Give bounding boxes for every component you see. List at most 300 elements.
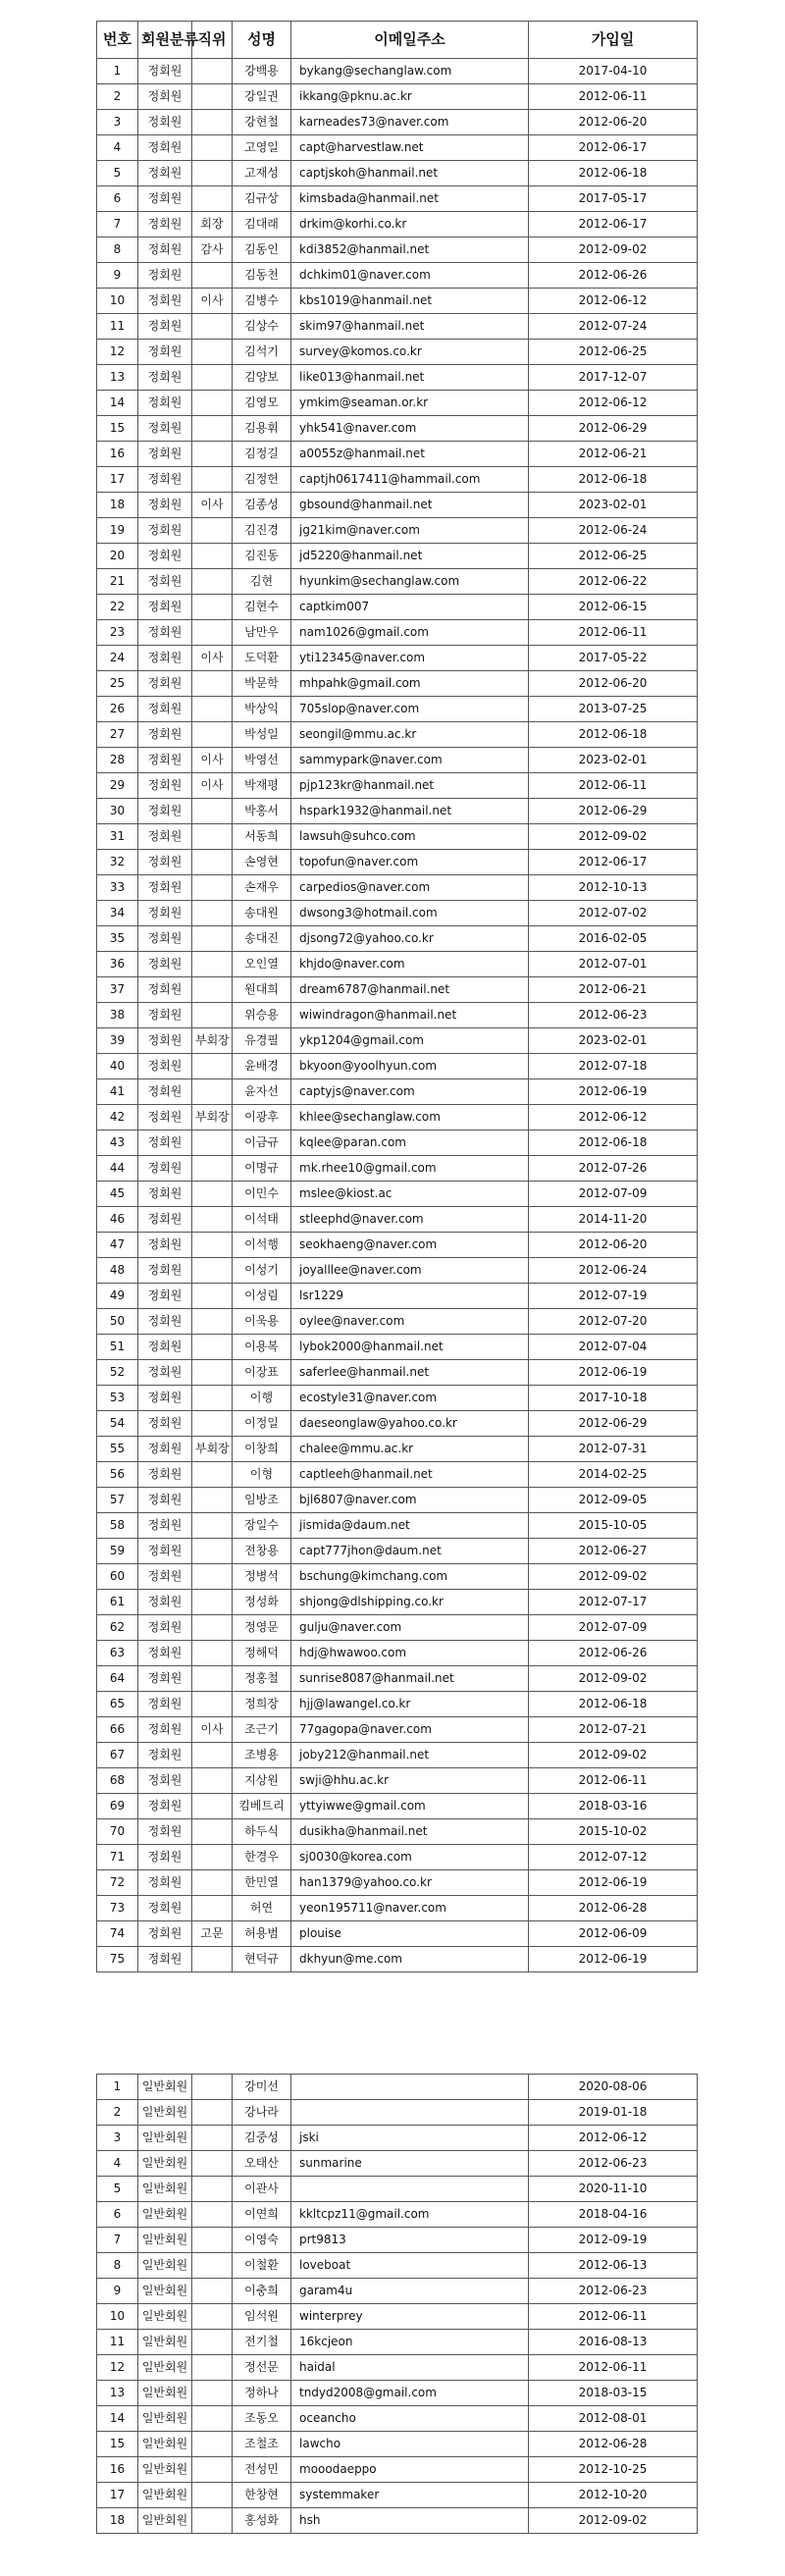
- cell-number: 34: [97, 901, 138, 926]
- cell-join-date: 2012-06-28: [529, 2432, 698, 2457]
- table-row: [97, 1462, 698, 1488]
- cell-name: 이명규: [233, 1156, 291, 1182]
- cell-member-type: 정회원: [138, 1284, 192, 1309]
- cell-number: 49: [97, 1284, 138, 1309]
- cell-number: 2: [97, 2100, 138, 2126]
- cell-name: 이철환: [233, 2253, 291, 2279]
- cell-number: 9: [97, 263, 138, 289]
- cell-name: 허용범: [233, 1921, 291, 1947]
- cell-number: 66: [97, 1717, 138, 1743]
- table-row: [97, 1258, 698, 1284]
- cell-member-type: 정회원: [138, 1666, 192, 1692]
- cell-member-type: 정회원: [138, 1028, 192, 1054]
- table-row: [97, 2355, 698, 2381]
- cell-member-type: 정회원: [138, 1947, 192, 1972]
- cell-member-type: 정회원: [138, 1615, 192, 1641]
- cell-join-date: 2012-06-26: [529, 1641, 698, 1666]
- cell-join-date: 2012-07-01: [529, 952, 698, 977]
- cell-email: mk.rhee10@gmail.com: [291, 1156, 529, 1182]
- cell-number: 11: [97, 314, 138, 340]
- table-row: [97, 1411, 698, 1437]
- cell-name: 이용복: [233, 1335, 291, 1360]
- cell-join-date: 2012-06-17: [529, 135, 698, 161]
- cell-position: 부회장: [192, 1028, 233, 1054]
- cell-name: 하두식: [233, 1819, 291, 1845]
- table-row: [97, 2432, 698, 2457]
- cell-number: 75: [97, 1947, 138, 1972]
- cell-number: 3: [97, 110, 138, 135]
- table-row: [97, 2304, 698, 2330]
- cell-name: 송대원: [233, 901, 291, 926]
- cell-name: 박재평: [233, 773, 291, 799]
- cell-number: 42: [97, 1105, 138, 1130]
- cell-join-date: 2012-06-09: [529, 1921, 698, 1947]
- cell-name: 윤배경: [233, 1054, 291, 1079]
- cell-position: [192, 671, 233, 697]
- cell-member-type: 정회원: [138, 1819, 192, 1845]
- cell-number: 39: [97, 1028, 138, 1054]
- cell-email: lawcho: [291, 2432, 529, 2457]
- table-row: [97, 212, 698, 237]
- cell-position: [192, 2151, 233, 2177]
- cell-position: [192, 1794, 233, 1819]
- table-row: [97, 2202, 698, 2228]
- cell-position: [192, 2355, 233, 2381]
- cell-position: [192, 340, 233, 365]
- cell-join-date: 2014-11-20: [529, 1207, 698, 1233]
- cell-name: 정병석: [233, 1564, 291, 1590]
- cell-join-date: 2012-07-31: [529, 1437, 698, 1462]
- cell-email: captjskoh@hanmail.net: [291, 161, 529, 186]
- table-row: [97, 1513, 698, 1539]
- cell-join-date: 2016-08-13: [529, 2330, 698, 2355]
- cell-number: 13: [97, 365, 138, 391]
- cell-position: [192, 2432, 233, 2457]
- cell-join-date: 2017-05-17: [529, 186, 698, 212]
- cell-email: wiwindragon@hanmail.net: [291, 1003, 529, 1028]
- table-row: [97, 926, 698, 952]
- cell-email: sammypark@naver.com: [291, 748, 529, 773]
- cell-email: dwsong3@hotmail.com: [291, 901, 529, 926]
- cell-email: kbs1019@hanmail.net: [291, 289, 529, 314]
- cell-member-type: 일반회원: [138, 2406, 192, 2432]
- cell-member-type: 정회원: [138, 1717, 192, 1743]
- cell-email: sunmarine: [291, 2151, 529, 2177]
- cell-number: 54: [97, 1411, 138, 1437]
- cell-name: 정영문: [233, 1615, 291, 1641]
- cell-number: 12: [97, 340, 138, 365]
- cell-join-date: 2012-06-25: [529, 340, 698, 365]
- cell-email: dusikha@hanmail.net: [291, 1819, 529, 1845]
- cell-number: 19: [97, 518, 138, 544]
- table-row: [97, 518, 698, 544]
- cell-position: [192, 1870, 233, 1896]
- table-row: [97, 1028, 698, 1054]
- cell-join-date: 2012-07-09: [529, 1615, 698, 1641]
- table-row: [97, 186, 698, 212]
- cell-member-type: 정회원: [138, 1156, 192, 1182]
- table-row: [97, 1335, 698, 1360]
- cell-join-date: 2017-05-22: [529, 646, 698, 671]
- table-row: [97, 850, 698, 875]
- cell-position: [192, 186, 233, 212]
- cell-join-date: 2012-07-26: [529, 1156, 698, 1182]
- cell-email: plouise: [291, 1921, 529, 1947]
- cell-name: 강일권: [233, 84, 291, 110]
- cell-member-type: 일반회원: [138, 2126, 192, 2151]
- cell-position: [192, 569, 233, 595]
- cell-position: [192, 161, 233, 186]
- table-row: [97, 263, 698, 289]
- cell-member-type: 정회원: [138, 1462, 192, 1488]
- cell-email: karneades73@naver.com: [291, 110, 529, 135]
- cell-member-type: 정회원: [138, 1258, 192, 1284]
- cell-email: dchkim01@naver.com: [291, 263, 529, 289]
- cell-position: [192, 952, 233, 977]
- cell-join-date: 2012-06-26: [529, 263, 698, 289]
- cell-email: hyunkim@sechanglaw.com: [291, 569, 529, 595]
- cell-join-date: 2012-06-23: [529, 2279, 698, 2304]
- cell-email: jismida@daum.net: [291, 1513, 529, 1539]
- cell-email: yti12345@naver.com: [291, 646, 529, 671]
- cell-position: [192, 518, 233, 544]
- cell-member-type: 정회원: [138, 237, 192, 263]
- cell-number: 38: [97, 1003, 138, 1028]
- cell-position: [192, 1641, 233, 1666]
- cell-position: [192, 2126, 233, 2151]
- header-number: 번호: [97, 22, 138, 59]
- cell-email: ymkim@seaman.or.kr: [291, 391, 529, 416]
- cell-member-type: 정회원: [138, 671, 192, 697]
- regular-member-rows: [97, 59, 698, 1972]
- cell-join-date: 2012-06-18: [529, 1692, 698, 1717]
- cell-name: 김중성: [233, 2126, 291, 2151]
- cell-position: [192, 799, 233, 824]
- cell-name: 김동천: [233, 263, 291, 289]
- cell-name: 김정길: [233, 442, 291, 467]
- table-row: [97, 1284, 698, 1309]
- cell-number: 53: [97, 1386, 138, 1411]
- cell-position: [192, 2508, 233, 2534]
- cell-email: bkyoon@yoolhyun.com: [291, 1054, 529, 1079]
- table-row: [97, 1870, 698, 1896]
- table-row: [97, 1692, 698, 1717]
- cell-email: han1379@yahoo.co.kr: [291, 1870, 529, 1896]
- cell-join-date: 2023-02-01: [529, 748, 698, 773]
- cell-email: daeseonglaw@yahoo.co.kr: [291, 1411, 529, 1437]
- cell-name: 정홍철: [233, 1666, 291, 1692]
- cell-member-type: 정회원: [138, 926, 192, 952]
- cell-position: [192, 595, 233, 620]
- cell-member-type: 정회원: [138, 1105, 192, 1130]
- cell-number: 41: [97, 1079, 138, 1105]
- table-row: [97, 595, 698, 620]
- cell-join-date: 2012-09-02: [529, 237, 698, 263]
- cell-member-type: 정회원: [138, 722, 192, 748]
- cell-name: 김양보: [233, 365, 291, 391]
- cell-name: 전창용: [233, 1539, 291, 1564]
- cell-name: 김진경: [233, 518, 291, 544]
- cell-join-date: 2012-06-28: [529, 1896, 698, 1921]
- table-row: [97, 1360, 698, 1386]
- cell-join-date: 2012-09-02: [529, 1564, 698, 1590]
- table-row: [97, 1743, 698, 1768]
- cell-email: lawsuh@suhco.com: [291, 824, 529, 850]
- cell-member-type: 정회원: [138, 773, 192, 799]
- table-row: [97, 1182, 698, 1207]
- cell-member-type: 정회원: [138, 365, 192, 391]
- cell-name: 정성화: [233, 1590, 291, 1615]
- cell-name: 김상수: [233, 314, 291, 340]
- table-row: [97, 1539, 698, 1564]
- cell-member-type: 일반회원: [138, 2202, 192, 2228]
- table-row: [97, 875, 698, 901]
- cell-member-type: 정회원: [138, 1641, 192, 1666]
- cell-number: 62: [97, 1615, 138, 1641]
- cell-position: 이사: [192, 773, 233, 799]
- cell-join-date: 2012-06-21: [529, 442, 698, 467]
- cell-email: carpedios@naver.com: [291, 875, 529, 901]
- cell-name: 이정일: [233, 1411, 291, 1437]
- table-row: [97, 365, 698, 391]
- cell-join-date: 2012-07-02: [529, 901, 698, 926]
- cell-position: [192, 2075, 233, 2100]
- table-row: [97, 2100, 698, 2126]
- cell-member-type: 정회원: [138, 391, 192, 416]
- cell-join-date: 2012-06-24: [529, 1258, 698, 1284]
- cell-member-type: 정회원: [138, 1233, 192, 1258]
- cell-email: 77gagopa@naver.com: [291, 1717, 529, 1743]
- cell-join-date: 2012-06-18: [529, 722, 698, 748]
- cell-email: swji@hhu.ac.kr: [291, 1768, 529, 1794]
- cell-position: [192, 1156, 233, 1182]
- cell-email: kqlee@paran.com: [291, 1130, 529, 1156]
- cell-name: 김정헌: [233, 467, 291, 493]
- cell-join-date: 2012-06-20: [529, 110, 698, 135]
- cell-member-type: 일반회원: [138, 2508, 192, 2534]
- cell-member-type: 정회원: [138, 1488, 192, 1513]
- table-row: [97, 1794, 698, 1819]
- cell-position: [192, 467, 233, 493]
- cell-email: bjl6807@naver.com: [291, 1488, 529, 1513]
- cell-member-type: 정회원: [138, 1539, 192, 1564]
- cell-name: 이욱용: [233, 1309, 291, 1335]
- cell-number: 20: [97, 544, 138, 569]
- cell-number: 2: [97, 84, 138, 110]
- cell-email: hjj@lawangel.co.kr: [291, 1692, 529, 1717]
- cell-member-type: 일반회원: [138, 2177, 192, 2202]
- cell-email: khjdo@naver.com: [291, 952, 529, 977]
- cell-number: 69: [97, 1794, 138, 1819]
- cell-position: [192, 1692, 233, 1717]
- cell-position: [192, 1896, 233, 1921]
- cell-number: 51: [97, 1335, 138, 1360]
- cell-position: 이사: [192, 1717, 233, 1743]
- cell-join-date: 2012-06-29: [529, 416, 698, 442]
- cell-member-type: 정회원: [138, 314, 192, 340]
- cell-position: [192, 2228, 233, 2253]
- cell-member-type: 정회원: [138, 1411, 192, 1437]
- cell-email: kdi3852@hanmail.net: [291, 237, 529, 263]
- table-row: [97, 2228, 698, 2253]
- cell-join-date: 2016-02-05: [529, 926, 698, 952]
- cell-join-date: 2012-06-29: [529, 1411, 698, 1437]
- cell-number: 17: [97, 467, 138, 493]
- cell-name: 임방조: [233, 1488, 291, 1513]
- cell-name: 김현: [233, 569, 291, 595]
- cell-email: shjong@dlshipping.co.kr: [291, 1590, 529, 1615]
- cell-member-type: 일반회원: [138, 2457, 192, 2483]
- table-row: [97, 59, 698, 84]
- cell-position: [192, 391, 233, 416]
- cell-email: pjp123kr@hanmail.net: [291, 773, 529, 799]
- cell-member-type: 정회원: [138, 1182, 192, 1207]
- cell-join-date: 2012-06-19: [529, 1870, 698, 1896]
- cell-member-type: 정회원: [138, 59, 192, 84]
- table-row: [97, 2457, 698, 2483]
- cell-number: 7: [97, 2228, 138, 2253]
- cell-number: 16: [97, 2457, 138, 2483]
- cell-number: 58: [97, 1513, 138, 1539]
- cell-number: 70: [97, 1819, 138, 1845]
- cell-position: [192, 1054, 233, 1079]
- cell-email: ikkang@pknu.ac.kr: [291, 84, 529, 110]
- cell-number: 30: [97, 799, 138, 824]
- table-row: [97, 620, 698, 646]
- table-row: [97, 1386, 698, 1411]
- table-row: [97, 1666, 698, 1692]
- cell-position: [192, 1079, 233, 1105]
- cell-number: 13: [97, 2381, 138, 2406]
- general-member-table: [96, 2074, 698, 2534]
- cell-email: bykang@sechanglaw.com: [291, 59, 529, 84]
- table-row: [97, 1615, 698, 1641]
- cell-name: 박홍서: [233, 799, 291, 824]
- cell-name: 이충희: [233, 2279, 291, 2304]
- cell-join-date: 2012-06-11: [529, 2304, 698, 2330]
- cell-member-type: 정회원: [138, 748, 192, 773]
- cell-email: khlee@sechanglaw.com: [291, 1105, 529, 1130]
- cell-name: 손재우: [233, 875, 291, 901]
- cell-position: [192, 1615, 233, 1641]
- cell-number: 55: [97, 1437, 138, 1462]
- cell-member-type: 정회원: [138, 1513, 192, 1539]
- cell-name: 한창현: [233, 2483, 291, 2508]
- cell-number: 36: [97, 952, 138, 977]
- cell-position: [192, 544, 233, 569]
- cell-email: captleeh@hanmail.net: [291, 1462, 529, 1488]
- cell-name: 강미선: [233, 2075, 291, 2100]
- cell-position: [192, 1335, 233, 1360]
- cell-email: capt777jhon@daum.net: [291, 1539, 529, 1564]
- cell-member-type: 정회원: [138, 952, 192, 977]
- cell-email: a0055z@hanmail.net: [291, 442, 529, 467]
- table-row: [97, 314, 698, 340]
- cell-member-type: 정회원: [138, 1130, 192, 1156]
- cell-email: bschung@kimchang.com: [291, 1564, 529, 1590]
- table-row: [97, 1921, 698, 1947]
- cell-email: hdj@hwawoo.com: [291, 1641, 529, 1666]
- cell-member-type: 정회원: [138, 416, 192, 442]
- cell-name: 박영선: [233, 748, 291, 773]
- cell-name: 허연: [233, 1896, 291, 1921]
- table-row: [97, 2177, 698, 2202]
- cell-member-type: 정회원: [138, 263, 192, 289]
- cell-email: drkim@korhi.co.kr: [291, 212, 529, 237]
- cell-member-type: 정회원: [138, 212, 192, 237]
- cell-number: 4: [97, 2151, 138, 2177]
- cell-position: 이사: [192, 646, 233, 671]
- cell-email: lybok2000@hanmail.net: [291, 1335, 529, 1360]
- table-row: [97, 2126, 698, 2151]
- cell-email: prt9813: [291, 2228, 529, 2253]
- table-row: [97, 1130, 698, 1156]
- cell-email: winterprey: [291, 2304, 529, 2330]
- table-row: [97, 901, 698, 926]
- cell-join-date: 2012-10-13: [529, 875, 698, 901]
- cell-position: [192, 263, 233, 289]
- cell-join-date: 2020-11-10: [529, 2177, 698, 2202]
- cell-number: 68: [97, 1768, 138, 1794]
- cell-name: 김현수: [233, 595, 291, 620]
- cell-name: 윤자선: [233, 1079, 291, 1105]
- cell-number: 32: [97, 850, 138, 875]
- cell-email: kkltcpz11@gmail.com: [291, 2202, 529, 2228]
- cell-position: [192, 1590, 233, 1615]
- cell-number: 3: [97, 2126, 138, 2151]
- cell-member-type: 일반회원: [138, 2355, 192, 2381]
- cell-join-date: 2019-01-18: [529, 2100, 698, 2126]
- cell-name: 김진동: [233, 544, 291, 569]
- cell-number: 48: [97, 1258, 138, 1284]
- cell-join-date: 2012-10-25: [529, 2457, 698, 2483]
- cell-name: 현덕규: [233, 1947, 291, 1972]
- cell-member-type: 정회원: [138, 1564, 192, 1590]
- cell-member-type: 정회원: [138, 620, 192, 646]
- cell-position: [192, 1947, 233, 1972]
- table-row: [97, 1819, 698, 1845]
- cell-position: [192, 84, 233, 110]
- cell-email: dream6787@hanmail.net: [291, 977, 529, 1003]
- table-row: [97, 467, 698, 493]
- table-row: [97, 2381, 698, 2406]
- cell-name: 이금규: [233, 1130, 291, 1156]
- cell-name: 이관사: [233, 2177, 291, 2202]
- cell-member-type: 일반회원: [138, 2304, 192, 2330]
- cell-email: kimsbada@hanmail.net: [291, 186, 529, 212]
- table-row: [97, 646, 698, 671]
- table-row: [97, 824, 698, 850]
- cell-join-date: 2017-10-18: [529, 1386, 698, 1411]
- table-row: [97, 1768, 698, 1794]
- table-row: [97, 237, 698, 263]
- cell-number: 8: [97, 237, 138, 263]
- cell-number: 4: [97, 135, 138, 161]
- cell-member-type: 정회원: [138, 1003, 192, 1028]
- cell-name: 정희장: [233, 1692, 291, 1717]
- cell-join-date: 2012-07-18: [529, 1054, 698, 1079]
- cell-join-date: 2012-06-25: [529, 544, 698, 569]
- cell-join-date: 2012-07-09: [529, 1182, 698, 1207]
- cell-number: 56: [97, 1462, 138, 1488]
- table-row: [97, 671, 698, 697]
- cell-position: [192, 901, 233, 926]
- cell-position: [192, 2381, 233, 2406]
- cell-email: yhk541@naver.com: [291, 416, 529, 442]
- cell-join-date: 2015-10-05: [529, 1513, 698, 1539]
- cell-name: 이석행: [233, 1233, 291, 1258]
- cell-email: chalee@mmu.ac.kr: [291, 1437, 529, 1462]
